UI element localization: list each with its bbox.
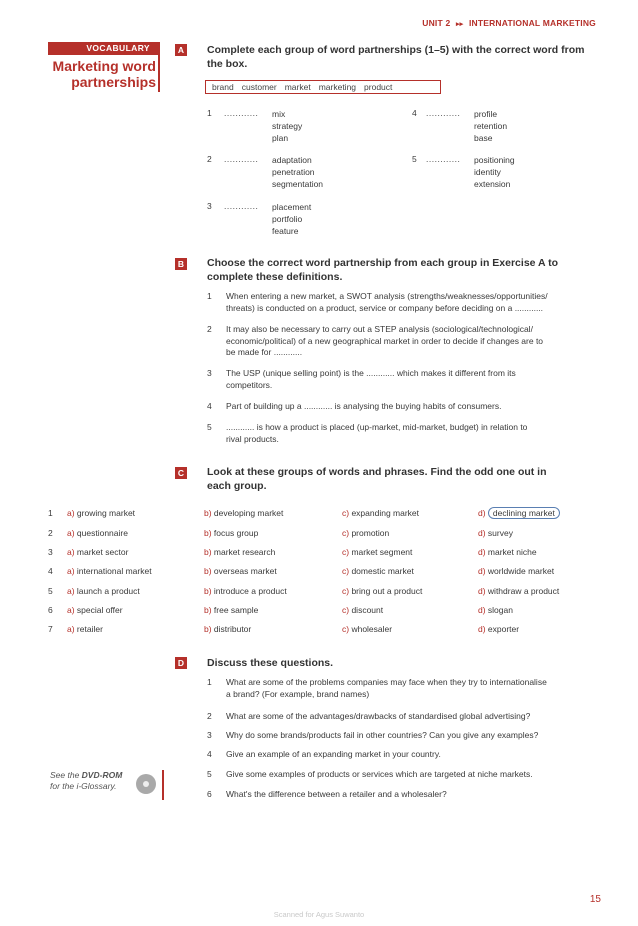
option-text[interactable]: promotion (351, 528, 390, 538)
group-word: base (474, 133, 493, 143)
option-letter: a) (67, 605, 77, 615)
question-number: 2 (207, 711, 212, 721)
section-a-heading-line2: the box. (207, 58, 248, 70)
option-d (478, 624, 519, 634)
option-text[interactable]: slogan (487, 605, 513, 615)
option-letter: b) (204, 508, 214, 518)
group-word: portfolio (272, 214, 303, 224)
option-b (204, 547, 275, 557)
definition-line: competitors. (226, 379, 273, 390)
row-number: 4 (48, 566, 53, 576)
row-number: 6 (48, 605, 53, 615)
definition-number: 2 (207, 324, 212, 334)
definition-number: 4 (207, 401, 212, 411)
definition-line: ............ is how a product is placed (up-market, mid-market, budget) in relation to (226, 422, 528, 432)
option-text[interactable]: introduce a product (213, 586, 287, 596)
row-number: 1 (48, 508, 53, 518)
option-letter: b) (204, 624, 214, 634)
section-a-heading-line1: Complete each group of word partnerships (1–5) with the correct word from (207, 44, 585, 56)
definition-text (226, 401, 501, 413)
option-a (67, 547, 128, 557)
option-c (342, 528, 389, 538)
group-number: 4 (412, 108, 417, 118)
option-b (204, 566, 277, 576)
option-letter: c) (342, 528, 352, 538)
option-text[interactable]: growing market (76, 508, 136, 518)
question-line: What are some of the problems companies may face when they try to internationalise (226, 677, 547, 687)
option-a (67, 586, 140, 596)
question-text: What are some of the advantages/drawbacks of standardised global advertising? (226, 711, 531, 721)
option-letter: b) (204, 605, 214, 615)
section-b-heading-line2: complete these definitions. (207, 271, 343, 283)
definition-text (226, 422, 527, 445)
section-b-heading-line1: Choose the correct word partnership from each group in Exercise A to (207, 257, 559, 269)
disc-icon (136, 774, 156, 794)
option-letter: a) (67, 624, 77, 634)
answer-blank[interactable]: ............ (224, 201, 259, 211)
definition-line: Part of building up a ............ is analysing the buying habits of consumers. (226, 401, 502, 411)
section-c-heading-line1: Look at these groups of words and phrases. Find the odd one out in (207, 466, 547, 478)
option-letter: b) (204, 586, 214, 596)
question-number: 6 (207, 789, 212, 799)
option-letter: d) (478, 508, 488, 518)
option-text[interactable]: market segment (351, 547, 413, 557)
option-c (342, 547, 412, 557)
option-letter: d) (478, 586, 488, 596)
word-box-item: brand (212, 82, 234, 92)
option-letter: a) (67, 528, 77, 538)
option-letter: b) (204, 547, 214, 557)
option-letter: b) (204, 566, 214, 576)
group-words (272, 201, 311, 237)
question-text: What's the difference between a retailer and a wholesaler? (226, 789, 447, 799)
question-number: 3 (207, 730, 212, 740)
option-letter: a) (67, 508, 77, 518)
option-text[interactable]: discount (351, 605, 384, 615)
question-line: a brand? (For example, brand names) (226, 688, 370, 699)
option-d (478, 528, 513, 538)
group-words (474, 154, 515, 190)
option-text[interactable]: market niche (487, 547, 537, 557)
double-arrow-icon: ▸▸ (455, 21, 464, 28)
option-text[interactable]: free sample (213, 605, 259, 615)
answer-blank[interactable]: ............ (224, 154, 259, 164)
option-letter: c) (342, 547, 352, 557)
option-d (478, 547, 537, 557)
group-word: plan (272, 133, 289, 143)
option-text[interactable]: developing market (213, 508, 284, 518)
option-text[interactable]: overseas market (213, 566, 277, 576)
definition-number: 5 (207, 422, 212, 432)
option-letter: a) (67, 547, 77, 557)
option-text[interactable]: launch a product (76, 586, 140, 596)
group-number: 1 (207, 108, 212, 118)
option-text[interactable]: domestic market (351, 566, 414, 576)
group-word: mix (272, 109, 286, 119)
definition-line: When entering a new market, a SWOT analysis (strengths/weaknesses/opportunities/ (226, 291, 548, 301)
section-title-line2: partnerships (71, 74, 156, 90)
option-b (204, 528, 258, 538)
option-text[interactable]: special offer (76, 605, 123, 615)
option-c (342, 566, 414, 576)
option-letter: c) (342, 508, 352, 518)
definition-line: be made for ............ (226, 347, 303, 357)
word-box (205, 80, 441, 94)
option-letter: c) (342, 566, 352, 576)
option-text[interactable]: focus group (213, 528, 259, 538)
option-b (204, 624, 251, 634)
option-c (342, 624, 392, 634)
row-number: 2 (48, 528, 53, 538)
group-word: feature (272, 226, 299, 236)
option-text[interactable]: distributor (213, 624, 252, 634)
scan-watermark: Scanned for Agus Suwanto (273, 910, 365, 919)
answer-blank[interactable]: ............ (224, 108, 259, 118)
question-text: Give some examples of products or services which are targeted at niche markets. (226, 769, 533, 779)
section-b-marker: B (175, 258, 187, 270)
answer-blank[interactable]: ............ (426, 154, 461, 164)
question-number: 4 (207, 749, 212, 759)
unit-header (422, 18, 596, 28)
option-d (478, 586, 559, 596)
group-number: 3 (207, 201, 212, 211)
dvd-note-bold: DVD-ROM (81, 770, 123, 780)
row-number: 5 (48, 586, 53, 596)
question-text: Why do some brands/products fail in other countries? Can you give any examples? (226, 730, 539, 740)
section-c-heading-line2: each group. (207, 480, 267, 492)
group-word: penetration (272, 167, 315, 177)
option-a (67, 528, 128, 538)
row-number: 3 (48, 547, 53, 557)
answer-blank[interactable]: ............ (426, 108, 461, 118)
section-d-marker: D (175, 657, 187, 669)
definition-number: 1 (207, 291, 212, 301)
question-number: 1 (207, 677, 212, 687)
option-text[interactable]: questionnaire (76, 528, 128, 538)
option-letter: c) (342, 624, 352, 634)
group-word: profile (474, 109, 498, 119)
circled-answer[interactable]: declining market (488, 507, 560, 519)
option-b (204, 508, 283, 518)
option-text[interactable]: bring out a product (351, 586, 423, 596)
option-letter: d) (478, 566, 488, 576)
option-c (342, 508, 419, 518)
option-c (342, 586, 422, 596)
word-box-item: marketing (318, 82, 357, 92)
option-text[interactable]: wholesaler (351, 624, 393, 634)
option-letter: b) (204, 528, 214, 538)
section-a-marker: A (175, 44, 187, 56)
definition-line: The USP (unique selling point) is the ............ which makes it different from its (226, 368, 516, 378)
option-letter: a) (67, 586, 77, 596)
option-letter: d) (478, 624, 488, 634)
section-d-heading: Discuss these questions. (207, 657, 334, 669)
definition-line: It may also be necessary to carry out a STEP analysis (sociological/technological/ (226, 324, 533, 334)
group-words (474, 108, 507, 144)
option-letter: c) (342, 586, 352, 596)
option-b (204, 586, 287, 596)
definition-line: threats) is conducted on a product, service or company before deciding on a ............ (226, 302, 544, 313)
option-text[interactable]: international market (76, 566, 152, 576)
option-letter: d) (478, 605, 488, 615)
word-box-item: market (284, 82, 311, 92)
group-word: adaptation (272, 155, 312, 165)
definition-text (226, 324, 543, 359)
group-number: 2 (207, 154, 212, 164)
group-word: extension (474, 179, 511, 189)
row-number: 7 (48, 624, 53, 634)
option-text[interactable]: worldwide market (487, 566, 555, 576)
dvd-rom-note (50, 770, 164, 800)
dvd-note-line2: for the i-Glossary. (50, 781, 117, 791)
group-word: identity (474, 167, 501, 177)
definition-line: rival products. (226, 433, 279, 444)
group-words (272, 108, 302, 144)
definition-text (226, 368, 516, 391)
section-title (40, 58, 156, 90)
group-words (272, 154, 323, 190)
group-word: positioning (474, 155, 515, 165)
question-number: 5 (207, 769, 212, 779)
word-box-item: product (364, 82, 393, 92)
option-text[interactable]: withdraw a product (487, 586, 560, 596)
option-a (67, 508, 135, 518)
question-text: Give an example of an expanding market in your country. (226, 749, 441, 759)
option-a (67, 605, 123, 615)
group-word: strategy (272, 121, 303, 131)
group-word: retention (474, 121, 508, 131)
option-text[interactable]: market research (213, 547, 276, 557)
option-c (342, 605, 383, 615)
option-letter: c) (342, 605, 352, 615)
group-number: 5 (412, 154, 417, 164)
option-text[interactable]: survey (487, 528, 513, 538)
section-b-heading (207, 256, 558, 284)
option-text[interactable]: exporter (487, 624, 520, 634)
section-a-heading (207, 43, 584, 71)
option-text[interactable]: retailer (76, 624, 103, 634)
option-text[interactable]: expanding market (351, 508, 420, 518)
section-c-marker: C (175, 467, 187, 479)
dvd-note-pre: See the (50, 770, 82, 780)
section-c-heading (207, 465, 547, 493)
page-number: 15 (589, 894, 601, 905)
option-text[interactable]: market sector (76, 547, 129, 557)
vocabulary-badge: VOCABULARY (48, 42, 158, 55)
section-title-line1: Marketing word (52, 58, 156, 74)
option-letter: a) (67, 566, 77, 576)
option-a (67, 566, 152, 576)
definition-text (226, 291, 548, 314)
unit-label: UNIT 2 (422, 18, 451, 28)
group-word: placement (272, 202, 312, 212)
group-word: segmentation (272, 179, 324, 189)
sidebar-rule (158, 42, 160, 92)
option-letter: d) (478, 528, 488, 538)
option-b (204, 605, 258, 615)
question-text (226, 677, 547, 700)
definition-line: economic/political) of a new geographical market in order to decide if changes are to (226, 335, 544, 346)
option-d (478, 566, 554, 576)
option-a (67, 624, 103, 634)
option-d (478, 508, 560, 518)
unit-title: INTERNATIONAL MARKETING (468, 18, 596, 28)
word-box-item: customer (241, 82, 277, 92)
option-d (478, 605, 513, 615)
option-letter: d) (478, 547, 488, 557)
definition-number: 3 (207, 368, 212, 378)
